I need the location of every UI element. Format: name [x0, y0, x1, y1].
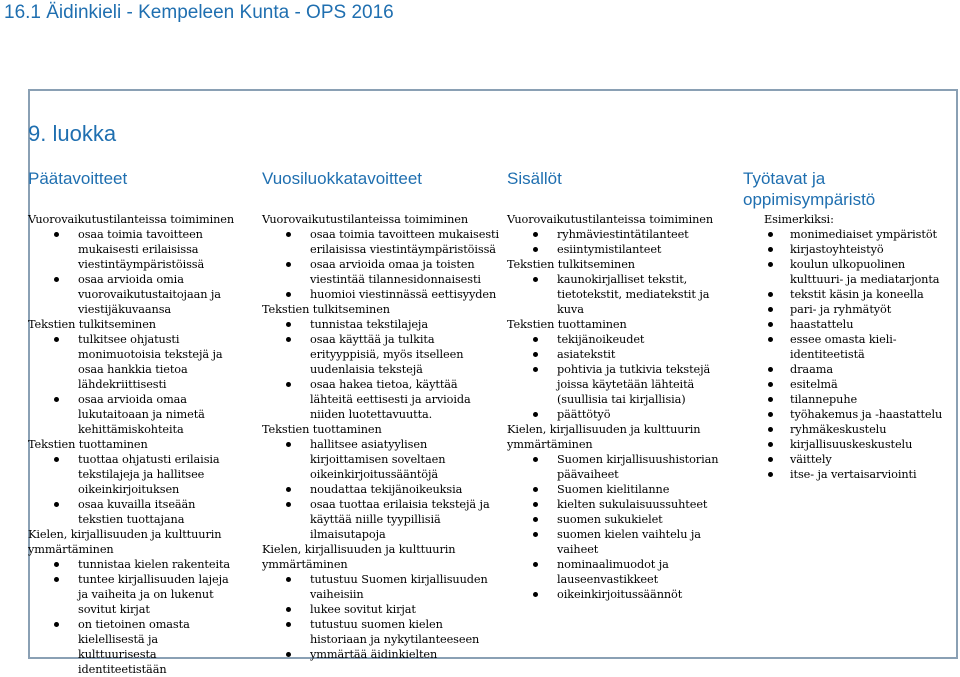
item-list	[762, 227, 958, 482]
list-item: koulun ulkopuolinen kulttuuri- ja mediatarjonta	[790, 257, 958, 287]
list-item: osaa toimia tavoitteen mukaisesti erilaisissa viestintäympäristöissä	[78, 227, 240, 272]
list-item: kirjallisuuskeskustelu	[790, 437, 958, 452]
section-heading: Tekstien tulkitseminen	[507, 258, 635, 271]
column-paatavoitteet	[28, 212, 240, 677]
section-heading: Tekstien tulkitseminen	[262, 303, 390, 316]
list-item: suomen kielen vaihtelu ja vaiheet	[557, 527, 727, 557]
list-item: ymmärtää äidinkielten	[310, 647, 502, 662]
list-item: hallitsee asiatyylisen kirjoittamisen soveltaen oikeinkirjoitussääntöjä	[310, 437, 502, 482]
list-item: esiintymistilanteet	[557, 242, 727, 257]
list-item: suomen sukukielet	[557, 512, 727, 527]
list-item: väittely	[790, 452, 958, 467]
list-item: nominaalimuodot ja lauseenvastikkeet	[557, 557, 727, 587]
item-list	[507, 452, 727, 602]
list-item: työhakemus ja -haastattelu	[790, 407, 958, 422]
list-item: osaa käyttää ja tulkita erityyppisiä, myös itselleen uudenlaisia tekstejä	[310, 332, 502, 377]
list-item: lukee sovitut kirjat	[310, 602, 502, 617]
column-tyotavat	[762, 212, 958, 482]
item-list	[507, 227, 727, 257]
list-item: tunnistaa kielen rakenteita	[78, 557, 240, 572]
list-item: tilannepuhe	[790, 392, 958, 407]
list-item: osaa hakea tietoa, käyttää lähteitä eettisesti ja arvioida niiden luotettavuutta.	[310, 377, 502, 422]
list-item: ryhmäkeskustelu	[790, 422, 958, 437]
list-item: kaunokirjalliset tekstit, tietotekstit, mediatekstit ja kuva	[557, 272, 727, 317]
section-heading: Vuorovaikutustilanteissa toimiminen	[262, 213, 469, 226]
list-item: tuottaa ohjatusti erilaisia tekstilajeja ja hallitsee oikeinkirjoituksen	[78, 452, 240, 497]
item-list	[28, 557, 240, 677]
list-item: tekstit käsin ja koneella	[790, 287, 958, 302]
section-heading: Vuorovaikutustilanteissa toimiminen	[507, 213, 714, 226]
list-item: Suomen kirjallisuushistorian päävaiheet	[557, 452, 727, 482]
section-heading: Kielen, kirjallisuuden ja kulttuurin ymmärtäminen	[507, 423, 701, 451]
list-item: haastattelu	[790, 317, 958, 332]
grade-heading: 9. luokka	[28, 121, 117, 146]
list-item: tutustuu Suomen kirjallisuuden vaiheisiin	[310, 572, 502, 602]
list-item: monimediaiset ympäristöt	[790, 227, 958, 242]
document-title: 16.1 Äidinkieli - Kempeleen Kunta - OPS 2016	[4, 2, 394, 23]
list-item: Suomen kielitilanne	[557, 482, 727, 497]
list-item: oikeinkirjoitussäännöt	[557, 587, 727, 602]
list-item: kielten sukulaisuussuhteet	[557, 497, 727, 512]
header-sisallot: Sisällöt	[507, 169, 562, 188]
section-heading: Kielen, kirjallisuuden ja kulttuurin ymmärtäminen	[28, 528, 222, 556]
list-item: tekijänoikeudet	[557, 332, 727, 347]
item-list	[262, 572, 502, 662]
header-tyotavat-line2: oppimisympäristö	[743, 190, 876, 209]
item-list	[28, 452, 240, 527]
section-heading: Kielen, kirjallisuuden ja kulttuurin ymmärtäminen	[262, 543, 456, 571]
list-item: esitelmä	[790, 377, 958, 392]
list-item: kirjastoyhteistyö	[790, 242, 958, 257]
list-item: asiatekstit	[557, 347, 727, 362]
list-item: draama	[790, 362, 958, 377]
list-item: ryhmäviestintätilanteet	[557, 227, 727, 242]
list-item: osaa arvioida omia vuorovaikutustaitojaan ja viestijäkuvaansa	[78, 272, 240, 317]
header-tyotavat	[743, 168, 875, 210]
list-item: pohtivia ja tutkivia tekstejä joissa käytetään lähteitä (suullisia tai kirjallisia)	[557, 362, 727, 407]
section-heading: Tekstien tuottaminen	[262, 423, 382, 436]
list-item: on tietoinen omasta kielellisestä ja kulttuurisesta identiteetistään	[78, 617, 240, 677]
header-vuosiluokkatavoitteet: Vuosiluokkatavoitteet	[262, 169, 423, 188]
header-tyotavat-line1: Työtavat ja	[743, 169, 826, 188]
section-heading: Tekstien tulkitseminen	[28, 318, 156, 331]
item-list	[262, 437, 502, 542]
item-list	[507, 272, 727, 317]
section-heading: Tekstien tuottaminen	[507, 318, 627, 331]
section-heading: Tekstien tuottaminen	[28, 438, 148, 451]
list-item: päättötyö	[557, 407, 727, 422]
item-list	[262, 317, 502, 422]
column-sisallot	[507, 212, 727, 602]
list-item: tutustuu suomen kielen historiaan ja nykytilanteeseen	[310, 617, 502, 647]
header-paatavoitteet: Päätavoitteet	[28, 169, 128, 188]
list-item: osaa tuottaa erilaisia tekstejä ja käyttää niille tyypillisiä ilmaisutapoja	[310, 497, 502, 542]
list-item: essee omasta kieli-identiteetistä	[790, 332, 958, 362]
item-list	[262, 227, 502, 302]
list-item: osaa kuvailla itseään tekstien tuottajana	[78, 497, 240, 527]
item-list	[28, 332, 240, 437]
list-item: itse- ja vertaisarviointi	[790, 467, 958, 482]
list-item: osaa arvioida omaa lukutaitoaan ja nimetä kehittämiskohteita	[78, 392, 240, 437]
section-heading: Vuorovaikutustilanteissa toimiminen	[28, 213, 235, 226]
item-list	[28, 227, 240, 317]
list-item: pari- ja ryhmätyöt	[790, 302, 958, 317]
list-item: tuntee kirjallisuuden lajeja ja vaiheita ja on lukenut sovitut kirjat	[78, 572, 240, 617]
list-item: tulkitsee ohjatusti monimuotoisia tekstejä ja osaa hankkia tietoa lähdekriittisesti	[78, 332, 240, 392]
list-item: osaa arvioida omaa ja toisten viestintää tilannesidonnaisesti	[310, 257, 502, 287]
section-heading: Esimerkiksi:	[764, 213, 834, 226]
list-item: huomioi viestinnässä eettisyyden	[310, 287, 502, 302]
list-item: noudattaa tekijänoikeuksia	[310, 482, 502, 497]
list-item: tunnistaa tekstilajeja	[310, 317, 502, 332]
item-list	[507, 332, 727, 422]
column-vuosiluokkatavoitteet	[262, 212, 502, 662]
list-item: osaa toimia tavoitteen mukaisesti erilaisissa viestintäympäristöissä	[310, 227, 502, 257]
